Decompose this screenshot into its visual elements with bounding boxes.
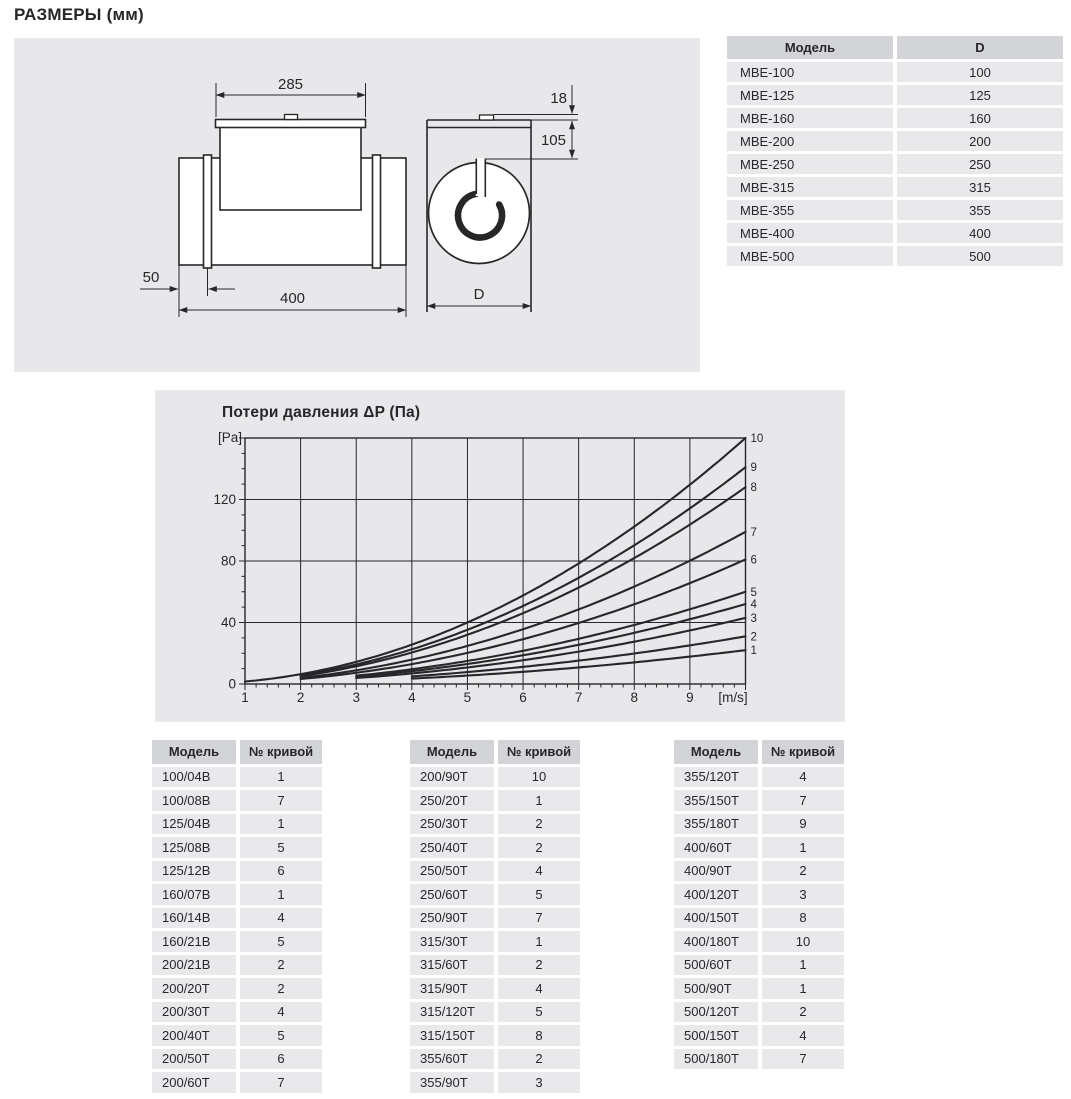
y-tick-label: 40 <box>220 615 236 630</box>
table-row <box>410 1049 580 1070</box>
table-cell: 200/40T <box>152 1025 236 1046</box>
table-row <box>152 1002 322 1023</box>
table-cell: 355/150T <box>674 790 758 811</box>
curve-label-9: 9 <box>750 462 757 475</box>
table-cell: 125/12B <box>152 861 236 882</box>
table-header-row <box>152 740 322 764</box>
curve-label-2: 2 <box>750 631 757 644</box>
y-axis-unit-label: [Pa] <box>217 430 242 445</box>
table-cell: 10 <box>498 767 580 788</box>
table-cell: 9 <box>762 814 844 835</box>
table-cell: 315/60T <box>410 955 494 976</box>
table-row <box>410 931 580 952</box>
table-cell: 1 <box>762 955 844 976</box>
table-row <box>152 837 322 858</box>
table-cell: 315/120T <box>410 1002 494 1023</box>
x-tick-label: 5 <box>463 690 472 705</box>
pressure-curve-4 <box>356 604 745 677</box>
table-row <box>152 814 322 835</box>
table-cell: 200/20T <box>152 978 236 999</box>
dimensions-drawing-panel <box>14 38 700 372</box>
curve-label-6: 6 <box>750 554 757 567</box>
table-header-row <box>410 740 580 764</box>
side-view-drawing <box>179 115 406 269</box>
table-row <box>674 1002 844 1023</box>
table-row <box>674 1049 844 1070</box>
y-tick-label: 0 <box>228 676 236 692</box>
table-cell: 4 <box>240 908 322 929</box>
table-cell: MBE-400 <box>727 223 893 243</box>
table-cell: 125/04B <box>152 814 236 835</box>
table-row <box>727 108 1063 128</box>
table-row <box>674 908 844 929</box>
table-cell: 8 <box>762 908 844 929</box>
table-cell: 5 <box>240 1025 322 1046</box>
table-row <box>410 1072 580 1093</box>
curve-label-7: 7 <box>750 526 757 539</box>
table-cell: 250 <box>897 154 1063 174</box>
table-cell: 5 <box>240 837 322 858</box>
table-row <box>152 931 322 952</box>
table-cell: 5 <box>498 884 580 905</box>
table-cell: 4 <box>498 978 580 999</box>
table-row <box>410 1025 580 1046</box>
table-row <box>410 955 580 976</box>
table-row <box>727 154 1063 174</box>
end-lid-nub <box>480 115 494 120</box>
table-cell: 6 <box>240 861 322 882</box>
table-cell: 1 <box>498 790 580 811</box>
table-row <box>727 177 1063 197</box>
pipe-flange-left <box>204 155 212 268</box>
table-cell: 2 <box>498 814 580 835</box>
dim-label-D: D <box>473 286 485 303</box>
table-cell: 2 <box>498 1049 580 1070</box>
table-cell: 2 <box>498 955 580 976</box>
table-cell: 1 <box>498 931 580 952</box>
table-cell: 5 <box>498 1002 580 1023</box>
table-row <box>727 85 1063 105</box>
table-cell: MBE-160 <box>727 108 893 128</box>
table-row <box>674 978 844 999</box>
table-row <box>674 767 844 788</box>
table-cell: 500/180T <box>674 1049 758 1070</box>
table-cell: 400/180T <box>674 931 758 952</box>
table-cell: 2 <box>240 955 322 976</box>
table-cell: Модель <box>727 36 893 59</box>
table-cell: 250/90T <box>410 908 494 929</box>
table-row <box>727 62 1063 82</box>
table-cell: № кривой <box>498 740 580 764</box>
table-cell: Модель <box>410 740 494 764</box>
table-cell: 4 <box>498 861 580 882</box>
curve-label-4: 4 <box>750 599 757 612</box>
table-row <box>727 131 1063 151</box>
table-cell: 1 <box>762 978 844 999</box>
table-cell: Модель <box>674 740 758 764</box>
table-cell: 355/180T <box>674 814 758 835</box>
y-tick-label: 120 <box>213 492 236 507</box>
table-cell: 200/30T <box>152 1002 236 1023</box>
curve-label-10: 10 <box>750 433 764 445</box>
curve-table-3 <box>674 740 844 1069</box>
x-tick-label: 8 <box>630 690 639 705</box>
table-cell: 2 <box>762 861 844 882</box>
table-row <box>674 1025 844 1046</box>
lid-nub <box>285 115 298 120</box>
duct-heater-drawing <box>14 38 700 372</box>
table-cell: 500 <box>897 246 1063 266</box>
pressure-loss-chart <box>155 390 845 722</box>
table-row <box>152 790 322 811</box>
x-tick-label: 1 <box>241 690 249 705</box>
dim-label-18: 18 <box>550 90 567 107</box>
table-cell: 500/120T <box>674 1002 758 1023</box>
end-view-drawing <box>427 115 531 312</box>
table-header-row <box>674 740 844 764</box>
table-row <box>410 790 580 811</box>
table-cell: 200/21B <box>152 955 236 976</box>
table-cell: 7 <box>762 1049 844 1070</box>
table-row <box>152 884 322 905</box>
x-axis-unit-label: [m/s] <box>718 690 748 705</box>
table-cell: 1 <box>762 837 844 858</box>
table-row <box>152 861 322 882</box>
table-cell: 160/07B <box>152 884 236 905</box>
table-row <box>410 837 580 858</box>
table-cell: 1 <box>240 814 322 835</box>
table-cell: 315/90T <box>410 978 494 999</box>
table-row <box>674 884 844 905</box>
table-row <box>152 955 322 976</box>
table-row <box>152 978 322 999</box>
table-cell: 10 <box>762 931 844 952</box>
table-cell: MBE-250 <box>727 154 893 174</box>
table-cell: 125/08B <box>152 837 236 858</box>
table-cell: 4 <box>240 1002 322 1023</box>
dim-label-400: 400 <box>279 290 306 307</box>
table-cell: 2 <box>498 837 580 858</box>
table-row <box>674 955 844 976</box>
table-row <box>674 814 844 835</box>
table-cell: MBE-200 <box>727 131 893 151</box>
x-tick-label: 9 <box>686 690 694 705</box>
curve-label-8: 8 <box>750 482 757 495</box>
table-cell: 400/120T <box>674 884 758 905</box>
table-row <box>674 931 844 952</box>
table-row <box>727 246 1063 266</box>
curve-label-3: 3 <box>750 612 757 625</box>
table-header-row <box>727 36 1063 59</box>
pressure-curve-10 <box>245 438 746 682</box>
table-cell: MBE-315 <box>727 177 893 197</box>
table-cell: № кривой <box>762 740 844 764</box>
table-cell: 7 <box>240 1072 322 1093</box>
table-cell: 125 <box>897 85 1063 105</box>
table-row <box>410 908 580 929</box>
table-cell: MBE-125 <box>727 85 893 105</box>
table-row <box>152 908 322 929</box>
table-cell: 6 <box>240 1049 322 1070</box>
curve-table-1 <box>152 740 322 1093</box>
table-row <box>727 223 1063 243</box>
table-cell: 100/04B <box>152 767 236 788</box>
x-tick-label: 3 <box>352 690 360 705</box>
x-tick-label: 6 <box>519 690 527 705</box>
page-title: РАЗМЕРЫ (мм) <box>14 5 144 24</box>
table-cell: 355/90T <box>410 1072 494 1093</box>
table-cell: 7 <box>240 790 322 811</box>
table-cell: 7 <box>498 908 580 929</box>
table-row <box>674 837 844 858</box>
table-cell: 315 <box>897 177 1063 197</box>
table-cell: D <box>897 36 1063 59</box>
table-cell: 400/150T <box>674 908 758 929</box>
table-row <box>674 790 844 811</box>
table-cell: 400 <box>897 223 1063 243</box>
table-cell: 500/90T <box>674 978 758 999</box>
y-tick-label: 80 <box>220 553 236 569</box>
table-cell: 100/08B <box>152 790 236 811</box>
table-cell: 4 <box>762 1025 844 1046</box>
table-row <box>410 884 580 905</box>
table-cell: 2 <box>240 978 322 999</box>
dim-label-285: 285 <box>277 76 304 93</box>
table-cell: 355/60T <box>410 1049 494 1070</box>
table-row <box>152 1049 322 1070</box>
table-cell: 2 <box>762 1002 844 1023</box>
table-row <box>152 1025 322 1046</box>
pressure-loss-chart-panel <box>155 390 845 722</box>
table-cell: 3 <box>762 884 844 905</box>
table-cell: 400/60T <box>674 837 758 858</box>
table-cell: 315/150T <box>410 1025 494 1046</box>
table-row <box>410 861 580 882</box>
table-cell: 160 <box>897 108 1063 128</box>
table-cell: 250/60T <box>410 884 494 905</box>
table-cell: 250/30T <box>410 814 494 835</box>
table-cell: 100 <box>897 62 1063 82</box>
table-cell: MBE-100 <box>727 62 893 82</box>
table-cell: 160/21B <box>152 931 236 952</box>
table-cell: 200/60T <box>152 1072 236 1093</box>
curve-table-2 <box>410 740 580 1093</box>
table-cell: 250/50T <box>410 861 494 882</box>
table-cell: 200/90T <box>410 767 494 788</box>
table-row <box>674 861 844 882</box>
table-cell: 160/14B <box>152 908 236 929</box>
curve-label-1: 1 <box>750 645 757 658</box>
table-cell: 1 <box>240 767 322 788</box>
table-row <box>410 814 580 835</box>
table-row <box>727 200 1063 220</box>
dim-label-105: 105 <box>540 132 566 149</box>
table-cell: MBE-355 <box>727 200 893 220</box>
table-cell: 200/50T <box>152 1049 236 1070</box>
table-cell: 4 <box>762 767 844 788</box>
table-row <box>410 1002 580 1023</box>
table-cell: 315/30T <box>410 931 494 952</box>
model-d-table <box>727 36 1063 266</box>
table-cell: 3 <box>498 1072 580 1093</box>
x-tick-label: 4 <box>408 690 416 705</box>
table-cell: 1 <box>240 884 322 905</box>
terminal-box <box>220 127 361 210</box>
table-cell: Модель <box>152 740 236 764</box>
table-cell: MBE-500 <box>727 246 893 266</box>
table-row <box>410 978 580 999</box>
table-cell: 8 <box>498 1025 580 1046</box>
table-row <box>410 767 580 788</box>
dim-label-50: 50 <box>142 269 160 286</box>
table-row <box>152 767 322 788</box>
table-cell: 500/150T <box>674 1025 758 1046</box>
table-cell: 500/60T <box>674 955 758 976</box>
table-cell: 355/120T <box>674 767 758 788</box>
table-cell: 200 <box>897 131 1063 151</box>
x-tick-label: 7 <box>574 690 583 705</box>
table-cell: 250/20T <box>410 790 494 811</box>
pipe-flange-right <box>373 155 381 268</box>
table-cell: 7 <box>762 790 844 811</box>
table-cell: 250/40T <box>410 837 494 858</box>
table-cell: № кривой <box>240 740 322 764</box>
table-cell: 400/90T <box>674 861 758 882</box>
terminal-box-lid <box>216 120 366 128</box>
table-cell: 5 <box>240 931 322 952</box>
table-row <box>152 1072 322 1093</box>
chart-title: Потери давления ΔP (Па) <box>222 404 421 421</box>
table-cell: 355 <box>897 200 1063 220</box>
x-tick-label: 2 <box>296 690 305 705</box>
curve-label-5: 5 <box>750 586 757 599</box>
